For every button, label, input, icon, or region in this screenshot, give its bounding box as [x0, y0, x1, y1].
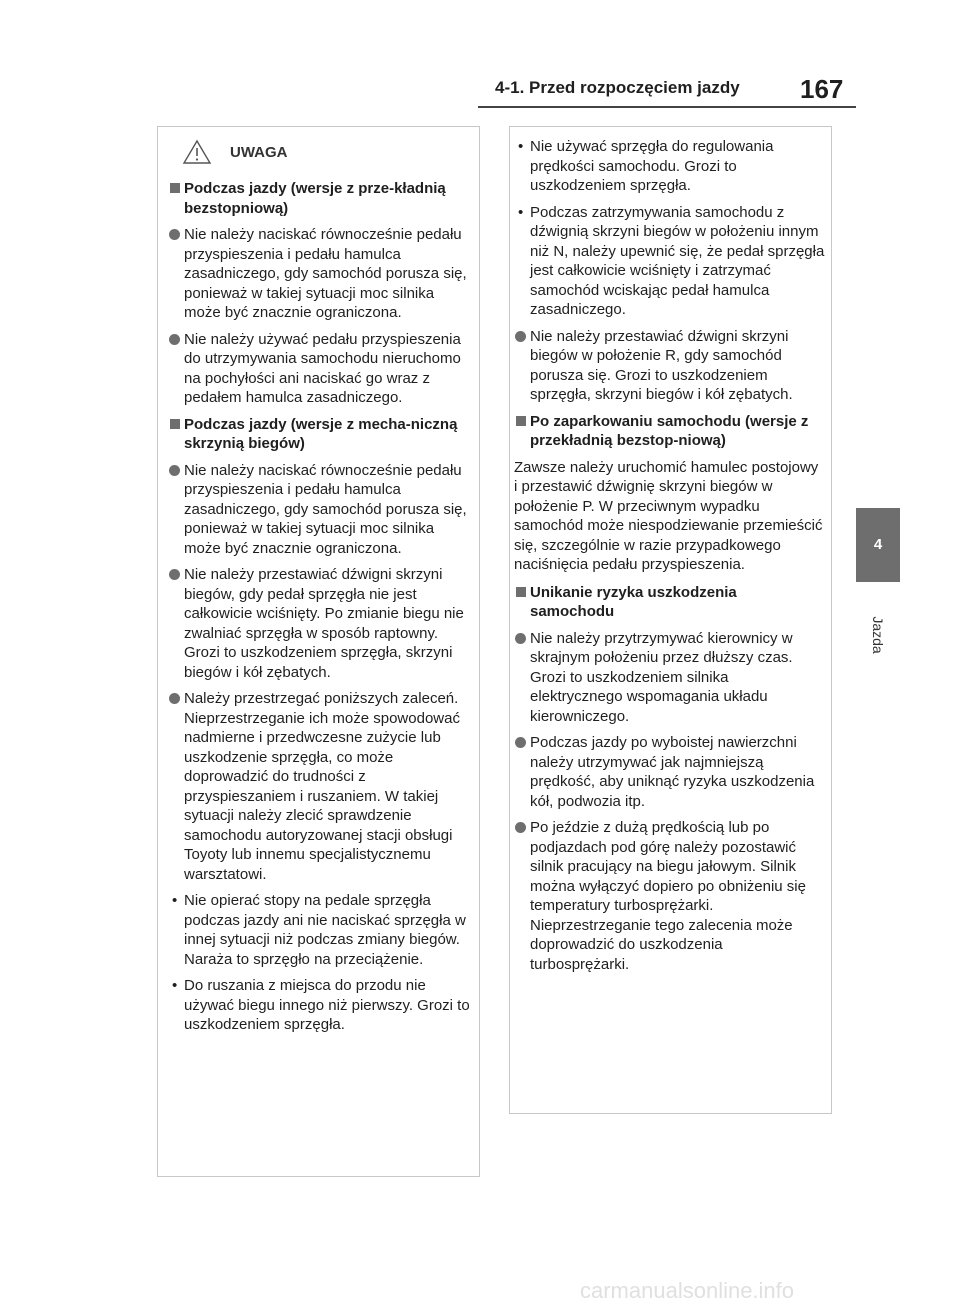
- list-item: Nie należy przestawiać dźwigni skrzyni biegów, gdy pedał sprzęgła nie jest całkowicie wciśnięty. Po zmianie biegu nie zwalniać sprzęgła w sposób raptowny. Grozi to uszkodzeniem sprzęgła, skrzyni biegów i kół zębatych.: [168, 565, 473, 682]
- list-item: Po jeździe z dużą prędkością lub po podjazdach pod górę należy pozostawić silnik pracujący na biegu jałowym. Silnik można wyłączyć dopiero po obniżeniu się temperatury turbosprężarki. Nieprzestrzeganie tego zalecenia może doprowadzić do uszkodzenia turbosprężarki.: [514, 818, 825, 974]
- section-heading: Unikanie ryzyka uszkodzenia samochodu: [514, 583, 825, 622]
- page-number: 167: [800, 74, 844, 104]
- section-heading: Podczas jazdy (wersje z mecha-niczną skrzynią biegów): [168, 415, 473, 454]
- list-item: • Nie opierać stopy na pedale sprzęgła podczas jazdy ani nie naciskać sprzęgła w innej sytuacji niż podczas zmiany biegów. Naraża to sprzęgło na przeciążenie.: [168, 891, 473, 969]
- section-heading: Po zaparkowaniu samochodu (wersje z przekładnią bezstop-niową): [514, 412, 825, 451]
- list-item: • Do ruszania z miejsca do przodu nie używać biegu innego niż pierwszy. Grozi to uszkodzeniem sprzęgła.: [168, 976, 473, 1035]
- header: [495, 78, 740, 98]
- list-item: • Podczas zatrzymywania samochodu z dźwignią skrzyni biegów w położeniu innym niż N, należy upewnić się, że pedał sprzęgła jest całkowicie wciśnięty i zatrzymać samochód wciskając pedał hamulca zasadniczego.: [514, 203, 825, 320]
- chapter-label-text: Jazda: [870, 616, 886, 654]
- section-heading: Podczas jazdy (wersje z prze-kładnią bezstopniową): [168, 179, 473, 218]
- list-item: Nie należy naciskać równocześnie pedału przyspieszenia i pedału hamulca zasadniczego, gdy samochód porusza się, ponieważ w takiej sytuacji moc silnika może być znacznie ograniczona.: [168, 225, 473, 323]
- list-item: Zawsze należy uruchomić hamulec postojowy i przestawić dźwignię skrzyni biegów w położenie P. W przeciwnym wypadku samochód może niespodziewanie przemieścić się, szczególnie w razie przypadkowego naciśnięcia pedału przyspieszenia.: [514, 458, 823, 573]
- watermark: carmanualsonline.info: [580, 1278, 795, 1303]
- warning-header: [168, 135, 473, 169]
- left-content: [168, 179, 473, 1035]
- warning-triangle-icon: [182, 139, 212, 165]
- header-rule: [478, 106, 856, 108]
- right-content: [514, 137, 825, 974]
- list-item: Podczas jazdy po wyboistej nawierzchni należy utrzymywać jak najmniejszą prędkość, aby uniknąć ryzyka uszkodzenia kół, podwozia itp.: [514, 733, 825, 811]
- warning-box-left: [157, 126, 480, 1177]
- list-item: Nie należy naciskać równocześnie pedału przyspieszenia i pedału hamulca zasadniczego, gdy samochód porusza się, ponieważ w takiej sytuacji moc silnika może być znacznie ograniczona.: [168, 461, 473, 559]
- list-item: Nie należy przestawiać dźwigni skrzyni biegów w położenie R, gdy samochód porusza się. Grozi to uszkodzeniem sprzęgła, skrzyni biegów i kół zębatych.: [514, 327, 825, 405]
- list-item: Nie należy używać pedału przyspieszenia do utrzymywania samochodu nieruchomo na pochyłości ani naciskać go wraz z pedałem hamulca zasadniczego.: [168, 330, 473, 408]
- chapter-label: [856, 600, 900, 670]
- list-item: Należy przestrzegać poniższych zaleceń. Nieprzestrzeganie ich może spowodować nadmierne i przedwczesne zużycie lub uszkodzenie sprzęgła, co może doprowadzić do trudności z przyspieszaniem i ruszaniem. W takiej sytuacji należy zlecić sprawdzenie samochodu autoryzowanej stacji obsługi Toyoty lub innemu specjalistycznemu warsztatowi.: [168, 689, 473, 884]
- section-title: 4-1. Przed rozpoczęciem jazdy: [495, 78, 740, 97]
- list-item: Nie należy przytrzymywać kierownicy w skrajnym położeniu przez dłuższy czas. Grozi to uszkodzeniem silnika elektrycznego wspomagania układu kierowniczego.: [514, 629, 825, 727]
- chapter-tab[interactable]: 4: [856, 508, 900, 582]
- list-item: • Nie używać sprzęgła do regulowania prędkości samochodu. Grozi to uszkodzeniem sprzęgła.: [514, 137, 825, 196]
- warning-label: UWAGA: [230, 144, 288, 161]
- warning-box-right: [509, 126, 832, 1114]
